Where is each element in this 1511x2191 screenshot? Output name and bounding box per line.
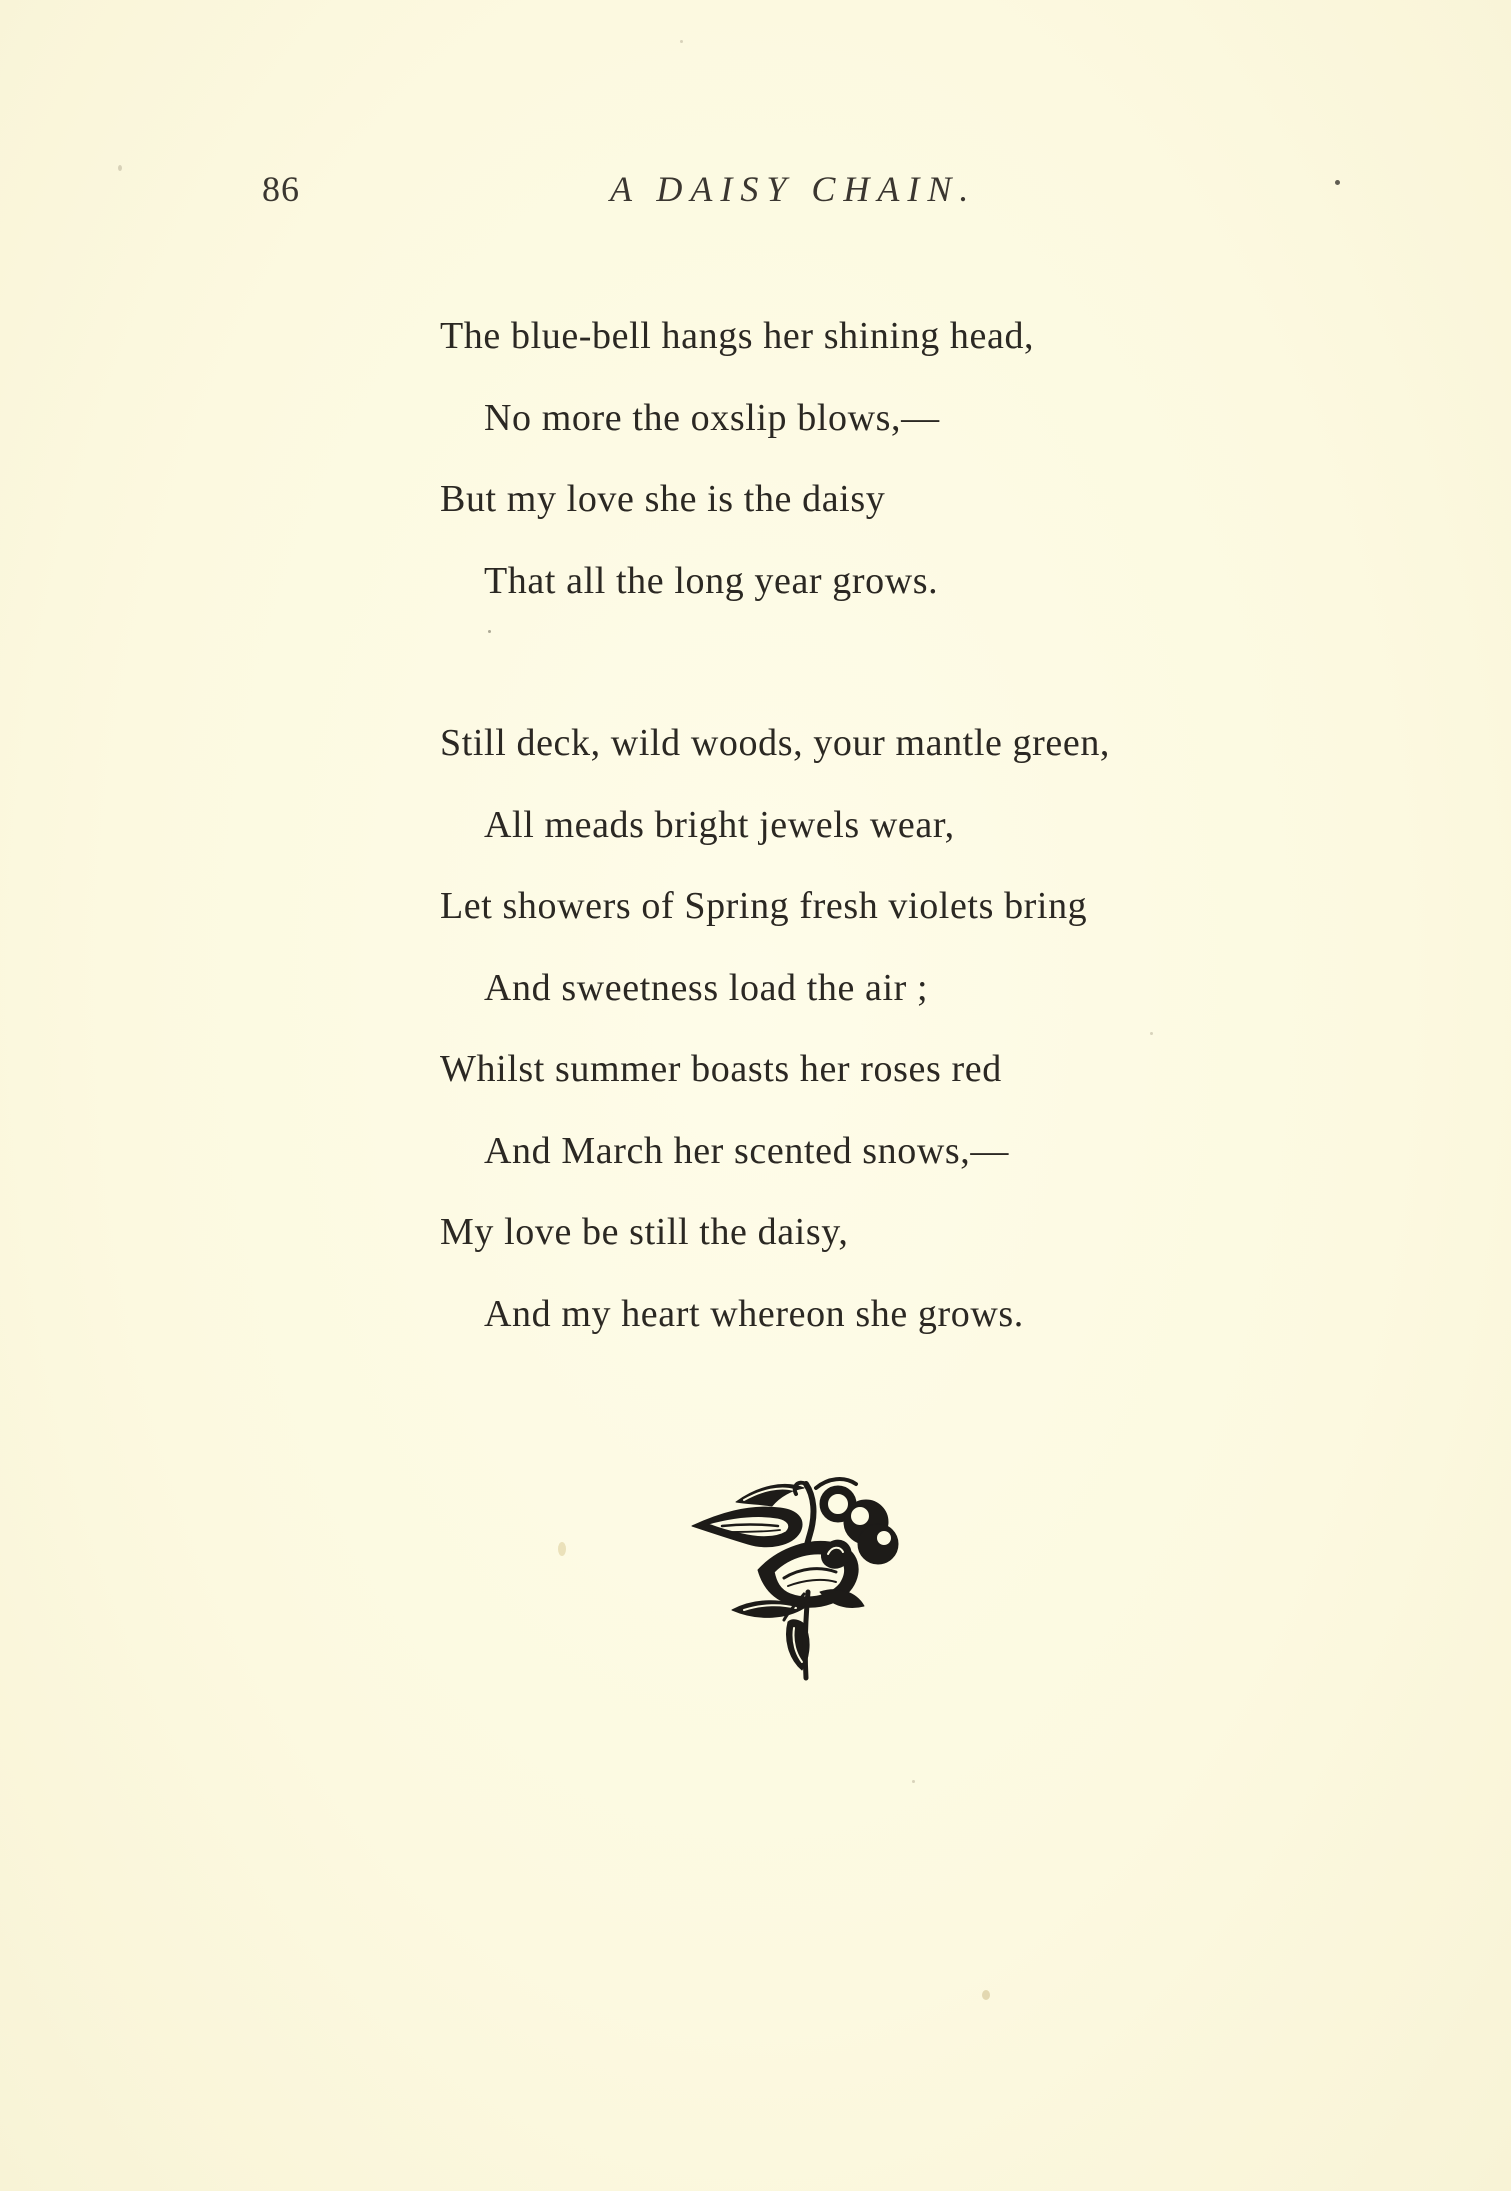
poem-line: Let showers of Spring fresh violets bring [440, 885, 1088, 927]
page-header [0, 168, 1511, 218]
paper-speck [680, 40, 683, 43]
stanza-1 [440, 296, 1340, 622]
poem-line: And sweetness load the air ; [484, 966, 929, 1009]
page-number: 86 [262, 169, 300, 209]
running-title: A DAISY CHAIN. [610, 169, 977, 209]
paper-speck [1150, 1032, 1153, 1035]
poem-line: And March her scented snows,— [484, 1129, 1010, 1172]
poem-line: Still deck, wild woods, your mantle green, [440, 722, 1111, 764]
poem-line: That all the long year grows. [484, 559, 939, 602]
floral-tailpiece-icon [688, 1474, 920, 1698]
paper-speck [488, 630, 491, 633]
paper-speck [118, 165, 122, 171]
poem-line: But my love she is the daisy [440, 478, 886, 520]
paper-speck [558, 1542, 566, 1556]
poem-line: All meads bright jewels wear, [484, 803, 955, 846]
poem-line: The blue-bell hangs her shining head, [440, 315, 1035, 357]
poem-line: My love be still the daisy, [440, 1211, 849, 1253]
poem-line: And my heart whereon she grows. [484, 1292, 1024, 1335]
paper-speck [982, 1990, 990, 2000]
poem [440, 296, 1340, 1355]
paper-speck [912, 1780, 915, 1783]
paper-speck [1335, 180, 1340, 185]
stanza-2 [440, 703, 1340, 1355]
poem-line: Whilst summer boasts her roses red [440, 1048, 1002, 1090]
poem-line: No more the oxslip blows,— [484, 396, 940, 439]
